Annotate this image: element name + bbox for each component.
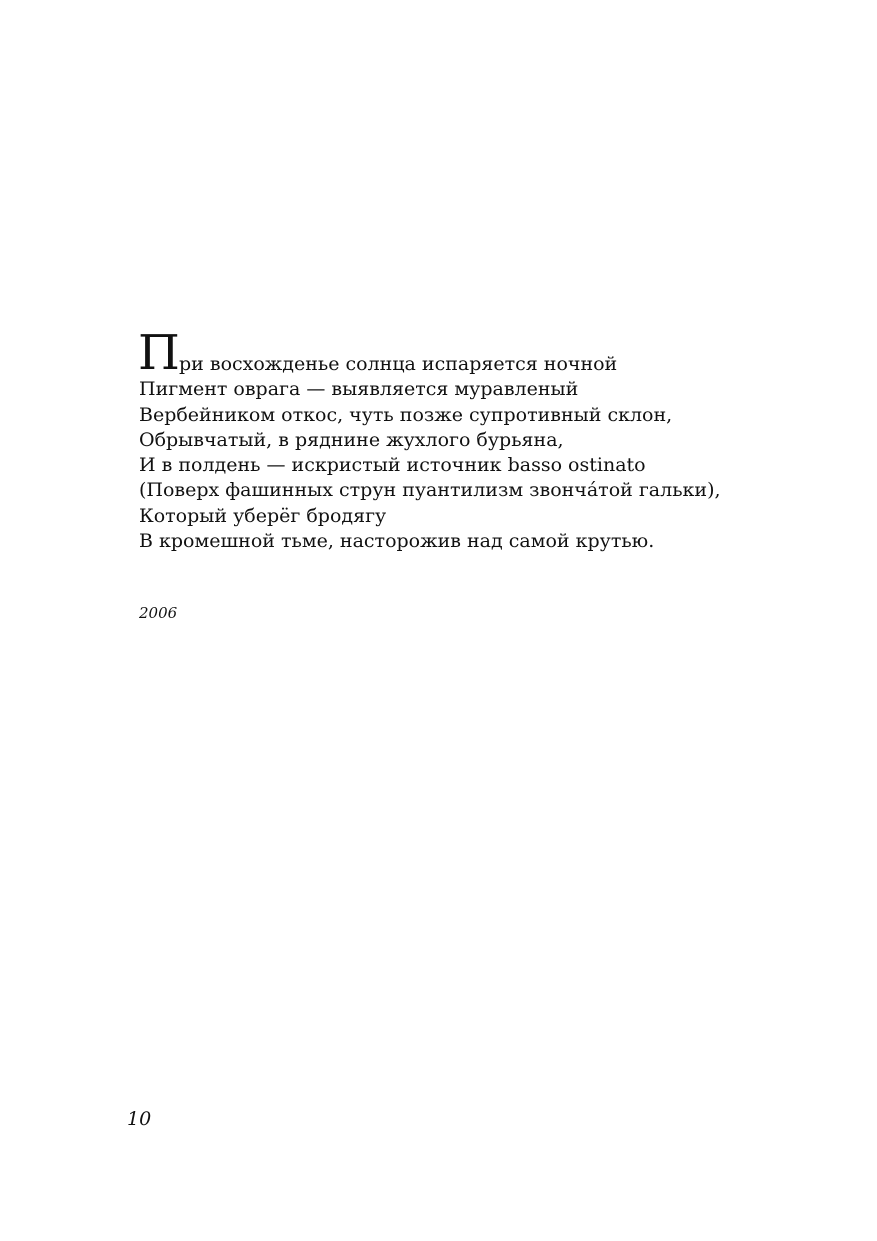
drop-cap: П [138,325,180,382]
poem-line-6: (Поверх фашинных струн пуантилизм звонча́той гальки), [139,479,721,502]
poem-line-8: В кромешной тьме, насторожив над самой крутью. [139,530,655,553]
poem-line-5: И в полдень — искристый источник basso ostinato [139,454,646,477]
poem-line-4: Обрывчатый, в ряднине жухлого бурьяна, [139,428,564,451]
poem-line-1 [138,325,839,382]
page-number: 10 [127,1108,152,1130]
poem-year: 2006 [139,604,178,622]
poem-line-2: Пигмент оврага — выявляется муравленый [139,378,579,401]
poem-text [138,325,839,554]
poem-line-3: Вербейником откос, чуть позже супротивный склон, [139,403,673,426]
poem-line-1-text: ри восхожденье солнца испаряется ночной [179,353,618,375]
poem-line-7: Который уберёг бродягу [139,504,387,527]
